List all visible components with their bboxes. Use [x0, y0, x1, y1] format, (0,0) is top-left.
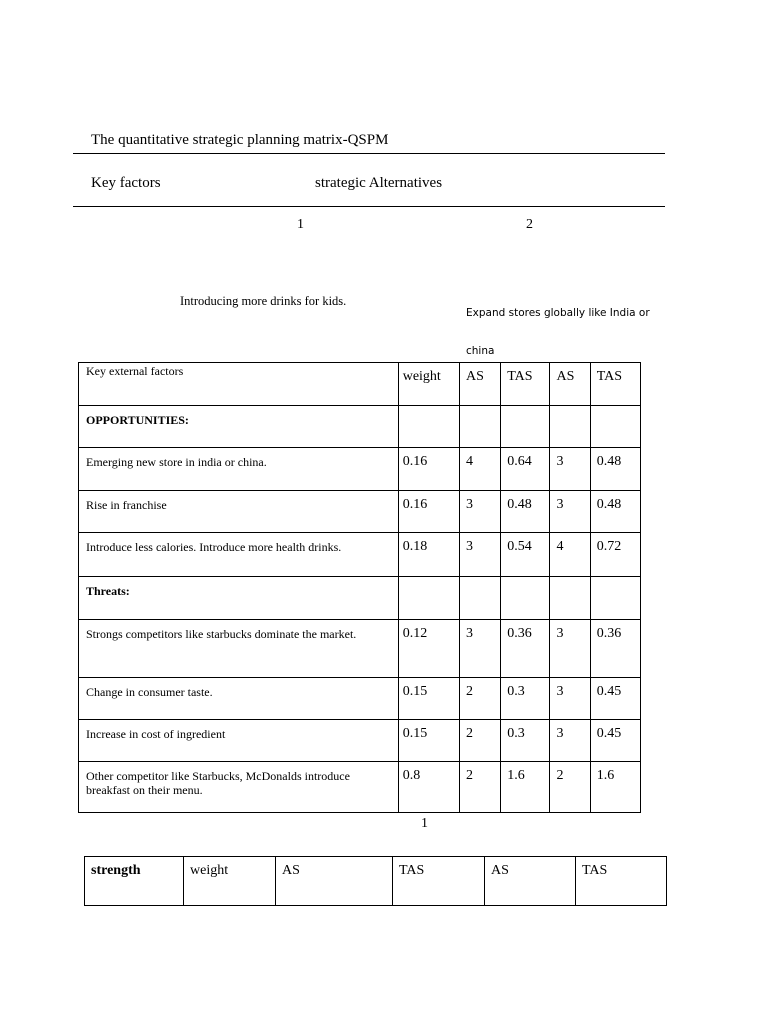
- tas-cell: 1.6: [501, 762, 550, 813]
- table-row: [79, 491, 641, 533]
- factor-cell: Other competitor like Starbucks, McDonalds introduce breakfast on their menu.: [79, 762, 399, 813]
- table-row: [79, 762, 641, 813]
- strength-table: [84, 856, 667, 906]
- weight-cell: 0.8: [398, 762, 459, 813]
- as-cell: 2: [550, 762, 590, 813]
- as-cell: 2: [460, 720, 501, 762]
- weight-cell: [398, 577, 459, 620]
- factor-cell: Emerging new store in india or china.: [79, 448, 399, 491]
- alternative-number-1: 1: [297, 217, 304, 232]
- document-title: The quantitative strategic planning matrix-QSPM: [91, 132, 389, 148]
- as-cell: 3: [550, 678, 590, 720]
- weight-column-header: weight: [184, 857, 276, 906]
- alternative-number-2: 2: [526, 217, 533, 232]
- as-column-header: AS: [550, 363, 590, 406]
- table-row: [79, 678, 641, 720]
- factor-column-header: Key external factors: [79, 363, 399, 406]
- table-row: [79, 720, 641, 762]
- weight-cell: [398, 406, 459, 448]
- tas-column-header: TAS: [393, 857, 485, 906]
- as-cell: 3: [550, 448, 590, 491]
- as-cell: 3: [460, 491, 501, 533]
- tas-column-header: TAS: [501, 363, 550, 406]
- factor-cell: Introduce less calories. Introduce more health drinks.: [79, 533, 399, 577]
- factor-cell: Rise in franchise: [79, 491, 399, 533]
- as-column-header: AS: [460, 363, 501, 406]
- tas-cell: [501, 406, 550, 448]
- as-cell: 2: [460, 762, 501, 813]
- weight-cell: 0.15: [398, 678, 459, 720]
- section-heading-row: [79, 406, 641, 448]
- page-number: 1: [421, 816, 428, 831]
- factor-cell: Strongs competitors like starbucks dominate the market.: [79, 620, 399, 678]
- as-cell: [460, 406, 501, 448]
- strategic-alternatives-heading: strategic Alternatives: [315, 175, 443, 191]
- section-heading: OPPORTUNITIES:: [79, 406, 399, 448]
- title-divider: [73, 153, 665, 154]
- table-row: [79, 448, 641, 491]
- as-cell: 3: [550, 620, 590, 678]
- section-heading-row: [79, 577, 641, 620]
- key-factors-heading: Key factors: [91, 175, 161, 191]
- tas-cell: 0.45: [590, 720, 640, 762]
- tas-cell: 0.48: [590, 491, 640, 533]
- table-row: [79, 533, 641, 577]
- tas-cell: [501, 577, 550, 620]
- as-cell: [550, 577, 590, 620]
- weight-column-header: weight: [398, 363, 459, 406]
- tas-column-header: TAS: [590, 363, 640, 406]
- factor-cell: Change in consumer taste.: [79, 678, 399, 720]
- tas-cell: [590, 577, 640, 620]
- tas-cell: 0.3: [501, 678, 550, 720]
- tas-cell: 0.72: [590, 533, 640, 577]
- as-cell: 4: [550, 533, 590, 577]
- tas-cell: 0.36: [501, 620, 550, 678]
- header-divider: [73, 206, 665, 207]
- table-row: [79, 620, 641, 678]
- factor-cell: Increase in cost of ingredient: [79, 720, 399, 762]
- tas-cell: 0.48: [501, 491, 550, 533]
- as-cell: 3: [550, 491, 590, 533]
- weight-cell: 0.12: [398, 620, 459, 678]
- as-cell: 3: [460, 620, 501, 678]
- section-heading: Threats:: [79, 577, 399, 620]
- as-cell: 2: [460, 678, 501, 720]
- tas-cell: 1.6: [590, 762, 640, 813]
- weight-cell: 0.16: [398, 491, 459, 533]
- qspm-header-row: [79, 363, 641, 406]
- tas-cell: 0.54: [501, 533, 550, 577]
- strength-column-header: strength: [85, 857, 184, 906]
- tas-column-header: TAS: [576, 857, 667, 906]
- alternative-2-description: Expand stores globally like India or china: [466, 307, 650, 357]
- weight-cell: 0.16: [398, 448, 459, 491]
- as-column-header: AS: [276, 857, 393, 906]
- qspm-table: [78, 362, 641, 813]
- tas-cell: 0.64: [501, 448, 550, 491]
- as-cell: 3: [550, 720, 590, 762]
- as-cell: [550, 406, 590, 448]
- as-column-header: AS: [485, 857, 576, 906]
- tas-cell: 0.3: [501, 720, 550, 762]
- as-cell: 3: [460, 533, 501, 577]
- tas-cell: 0.45: [590, 678, 640, 720]
- as-cell: [460, 577, 501, 620]
- weight-cell: 0.15: [398, 720, 459, 762]
- weight-cell: 0.18: [398, 533, 459, 577]
- strength-header-row: [85, 857, 667, 906]
- tas-cell: 0.36: [590, 620, 640, 678]
- alternative-1-description: Introducing more drinks for kids.: [180, 294, 347, 308]
- tas-cell: [590, 406, 640, 448]
- tas-cell: 0.48: [590, 448, 640, 491]
- as-cell: 4: [460, 448, 501, 491]
